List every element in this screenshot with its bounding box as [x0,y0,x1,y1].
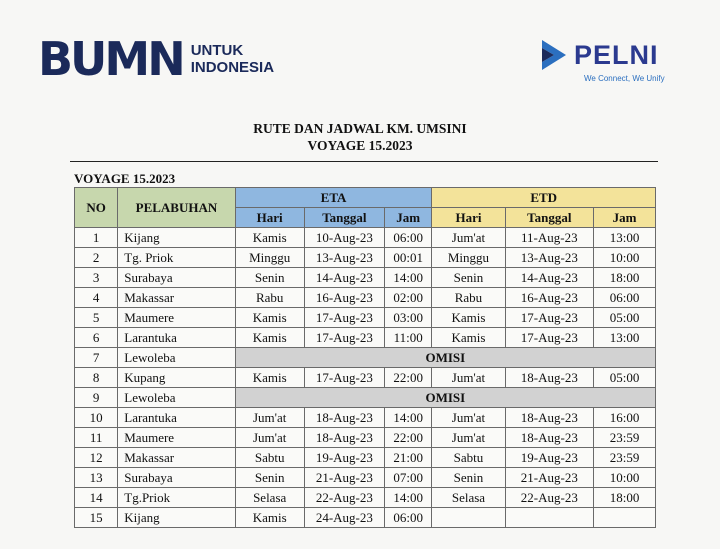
row-etd-jam-cell: 10:00 [594,468,656,488]
table-row [75,348,656,368]
bumn-wordmark-text: BUMN [38,32,183,86]
row-eta-hari-cell: Kamis [235,328,304,348]
header-etd-jam: Jam [594,208,656,228]
row-eta-hari-cell: Kamis [235,308,304,328]
row-etd-hari-cell [432,508,505,528]
row-eta-jam-cell: 14:00 [385,488,432,508]
row-etd-jam-cell: 23:59 [594,448,656,468]
row-eta-jam-cell: 11:00 [385,328,432,348]
row-eta-tanggal-cell: 19-Aug-23 [304,448,384,468]
pelni-tagline: We Connect, We Unify [584,74,665,83]
row-eta-jam-cell: 06:00 [385,508,432,528]
header-etd: ETD [432,188,656,208]
table-row [75,248,656,268]
bumn-tagline-line1: UNTUK [190,42,244,59]
row-no-cell: 12 [75,448,118,468]
row-eta-hari-cell: Senin [235,268,304,288]
row-port-cell: Tg.Priok [118,488,235,508]
header-no: NO [75,188,118,228]
row-etd-tanggal-cell: 18-Aug-23 [505,368,594,388]
header-row-top [75,188,656,208]
row-eta-tanggal-cell: 24-Aug-23 [304,508,384,528]
header-eta: ETA [235,188,432,208]
row-etd-tanggal-cell: 19-Aug-23 [505,448,594,468]
schedule-table [74,187,656,528]
row-etd-jam-cell: 23:59 [594,428,656,448]
row-etd-hari-cell: Jum'at [432,408,505,428]
row-etd-hari-cell: Minggu [432,248,505,268]
row-eta-tanggal-cell: 17-Aug-23 [304,308,384,328]
row-etd-hari-cell: Rabu [432,288,505,308]
row-etd-tanggal-cell: 14-Aug-23 [505,268,594,288]
row-no-cell: 9 [75,388,118,408]
row-eta-jam-cell: 22:00 [385,428,432,448]
table-row [75,288,656,308]
row-etd-tanggal-cell: 17-Aug-23 [505,308,594,328]
omisi-cell: OMISI [235,348,655,368]
row-etd-jam-cell: 05:00 [594,368,656,388]
table-row [75,448,656,468]
row-eta-tanggal-cell: 17-Aug-23 [304,328,384,348]
row-etd-jam-cell: 10:00 [594,248,656,268]
row-eta-hari-cell: Kamis [235,228,304,248]
row-port-cell: Makassar [118,448,235,468]
document-subtitle: VOYAGE 15.2023 [307,138,413,153]
row-eta-hari-cell: Selasa [235,488,304,508]
row-etd-jam-cell: 18:00 [594,488,656,508]
row-eta-tanggal-cell: 10-Aug-23 [304,228,384,248]
row-eta-tanggal-cell: 17-Aug-23 [304,368,384,388]
table-row [75,368,656,388]
row-etd-jam-cell: 05:00 [594,308,656,328]
row-etd-hari-cell: Senin [432,268,505,288]
header-eta-hari: Hari [235,208,304,228]
row-etd-hari-cell: Sabtu [432,448,505,468]
row-etd-tanggal-cell: 18-Aug-23 [505,408,594,428]
row-port-cell: Lewoleba [118,388,235,408]
pelni-logo [540,38,665,83]
row-eta-hari-cell: Senin [235,468,304,488]
row-eta-jam-cell: 07:00 [385,468,432,488]
row-no-cell: 8 [75,368,118,388]
row-no-cell: 15 [75,508,118,528]
row-etd-tanggal-cell: 21-Aug-23 [505,468,594,488]
row-eta-tanggal-cell: 21-Aug-23 [304,468,384,488]
header-etd-tanggal: Tanggal [505,208,594,228]
bumn-tagline-line2: INDONESIA [190,59,275,76]
row-etd-tanggal-cell: 18-Aug-23 [505,428,594,448]
header-pelabuhan: PELABUHAN [118,188,235,228]
row-port-cell: Surabaya [118,468,235,488]
row-etd-tanggal-cell [505,508,594,528]
row-eta-hari-cell: Kamis [235,508,304,528]
header-eta-tanggal: Tanggal [304,208,384,228]
row-eta-jam-cell: 06:00 [385,228,432,248]
row-port-cell: Kijang [118,228,235,248]
bumn-tagline [191,42,274,76]
bumn-logo [38,32,275,86]
row-no-cell: 13 [75,468,118,488]
row-etd-hari-cell: Jum'at [432,368,505,388]
row-eta-tanggal-cell: 13-Aug-23 [304,248,384,268]
row-no-cell: 5 [75,308,118,328]
pelni-wordmark: PELNI [574,39,659,70]
row-etd-hari-cell: Selasa [432,488,505,508]
bumn-wordmark [38,32,183,86]
row-eta-hari-cell: Jum'at [235,408,304,428]
row-port-cell: Surabaya [118,268,235,288]
document-title: RUTE DAN JADWAL KM. UMSINI [253,121,467,136]
omisi-cell: OMISI [235,388,655,408]
row-etd-hari-cell: Jum'at [432,228,505,248]
row-eta-tanggal-cell: 14-Aug-23 [304,268,384,288]
table-row [75,388,656,408]
row-eta-tanggal-cell: 16-Aug-23 [304,288,384,308]
row-eta-jam-cell: 14:00 [385,408,432,428]
row-no-cell: 6 [75,328,118,348]
row-port-cell: Lewoleba [118,348,235,368]
header-eta-jam: Jam [385,208,432,228]
row-etd-tanggal-cell: 11-Aug-23 [505,228,594,248]
row-no-cell: 2 [75,248,118,268]
row-etd-tanggal-cell: 17-Aug-23 [505,328,594,348]
row-no-cell: 14 [75,488,118,508]
row-eta-jam-cell: 14:00 [385,268,432,288]
table-row [75,408,656,428]
table-row [75,328,656,348]
row-etd-jam-cell: 06:00 [594,288,656,308]
header-etd-hari: Hari [432,208,505,228]
row-etd-tanggal-cell: 16-Aug-23 [505,288,594,308]
row-eta-hari-cell: Jum'at [235,428,304,448]
row-port-cell: Maumere [118,308,235,328]
row-no-cell: 3 [75,268,118,288]
table-row [75,488,656,508]
schedule-body [75,228,656,528]
table-row [75,428,656,448]
row-etd-hari-cell: Kamis [432,328,505,348]
title-divider [70,161,658,162]
row-port-cell: Larantuka [118,328,235,348]
row-etd-jam-cell: 13:00 [594,228,656,248]
row-eta-jam-cell: 02:00 [385,288,432,308]
row-eta-tanggal-cell: 18-Aug-23 [304,408,384,428]
row-eta-hari-cell: Minggu [235,248,304,268]
row-etd-jam-cell [594,508,656,528]
row-etd-jam-cell: 16:00 [594,408,656,428]
row-eta-tanggal-cell: 22-Aug-23 [304,488,384,508]
table-row [75,228,656,248]
table-row [75,268,656,288]
row-eta-tanggal-cell: 18-Aug-23 [304,428,384,448]
row-eta-hari-cell: Rabu [235,288,304,308]
row-eta-hari-cell: Kamis [235,368,304,388]
table-row [75,308,656,328]
row-no-cell: 10 [75,408,118,428]
row-port-cell: Larantuka [118,408,235,428]
row-eta-jam-cell: 22:00 [385,368,432,388]
row-eta-jam-cell: 21:00 [385,448,432,468]
row-port-cell: Tg. Priok [118,248,235,268]
row-eta-jam-cell: 03:00 [385,308,432,328]
row-port-cell: Maumere [118,428,235,448]
row-eta-hari-cell: Sabtu [235,448,304,468]
row-etd-jam-cell: 13:00 [594,328,656,348]
row-no-cell: 4 [75,288,118,308]
pelni-arrow-icon [540,38,570,72]
row-etd-hari-cell: Jum'at [432,428,505,448]
row-port-cell: Kupang [118,368,235,388]
row-etd-jam-cell: 18:00 [594,268,656,288]
voyage-label: VOYAGE 15.2023 [74,171,176,186]
row-port-cell: Makassar [118,288,235,308]
row-etd-tanggal-cell: 22-Aug-23 [505,488,594,508]
table-row [75,468,656,488]
row-eta-jam-cell: 00:01 [385,248,432,268]
row-no-cell: 11 [75,428,118,448]
row-no-cell: 7 [75,348,118,368]
row-etd-hari-cell: Senin [432,468,505,488]
row-port-cell: Kijang [118,508,235,528]
row-no-cell: 1 [75,228,118,248]
table-row [75,508,656,528]
row-etd-hari-cell: Kamis [432,308,505,328]
row-etd-tanggal-cell: 13-Aug-23 [505,248,594,268]
